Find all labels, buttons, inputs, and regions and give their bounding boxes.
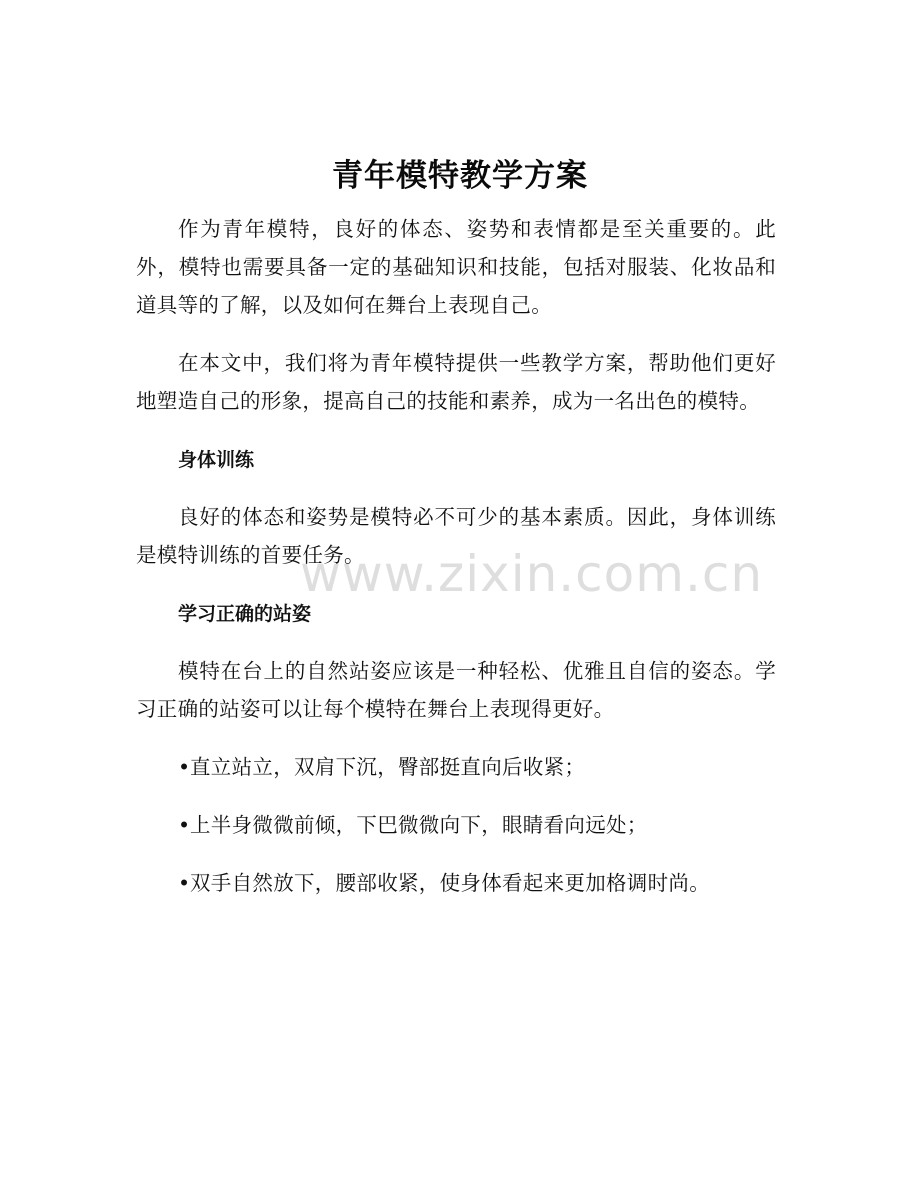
section-2-paragraph: 模特在台上的自然站姿应该是一种轻松、优雅且自信的姿态。学习正确的站姿可以让每个模特在舞台上表现得更好。 [136, 659, 776, 721]
section-1-paragraph: 良好的体态和姿势是模特必不可少的基本素质。因此，身体训练是模特训练的首要任务。 [136, 505, 776, 567]
watermark: www.zixin.com.cn [300, 545, 764, 603]
bullet-item [136, 748, 776, 786]
bullet-icon: • [178, 755, 191, 779]
bullet-text: 双手自然放下，腰部收紧，使身体看起来更加格调时尚。 [190, 871, 710, 895]
bullet-icon: • [178, 871, 191, 895]
bullet-item [136, 864, 776, 902]
document-title: 青年模特教学方案 [332, 158, 588, 194]
intro-paragraph-1: 作为青年模特，良好的体态、姿势和表情都是至关重要的。此外，模特也需要具备一定的基础知识和技能，包括对服装、化妆品和道具等的了解，以及如何在舞台上表现自己。 [136, 217, 776, 317]
bullet-item [136, 806, 776, 844]
bullet-icon: • [178, 813, 191, 837]
bullet-text: 直立站立，双肩下沉，臀部挺直向后收紧； [190, 755, 586, 779]
section-heading-body-training: 身体训练 [178, 449, 255, 471]
section-heading-standing-posture: 学习正确的站姿 [178, 603, 312, 625]
document-body [136, 210, 776, 922]
intro-paragraph-2: 在本文中，我们将为青年模特提供一些教学方案，帮助他们更好地塑造自己的形象，提高自己的技能和素养，成为一名出色的模特。 [136, 351, 776, 413]
bullet-text: 上半身微微前倾，下巴微微向下，眼睛看向远处； [190, 813, 648, 837]
